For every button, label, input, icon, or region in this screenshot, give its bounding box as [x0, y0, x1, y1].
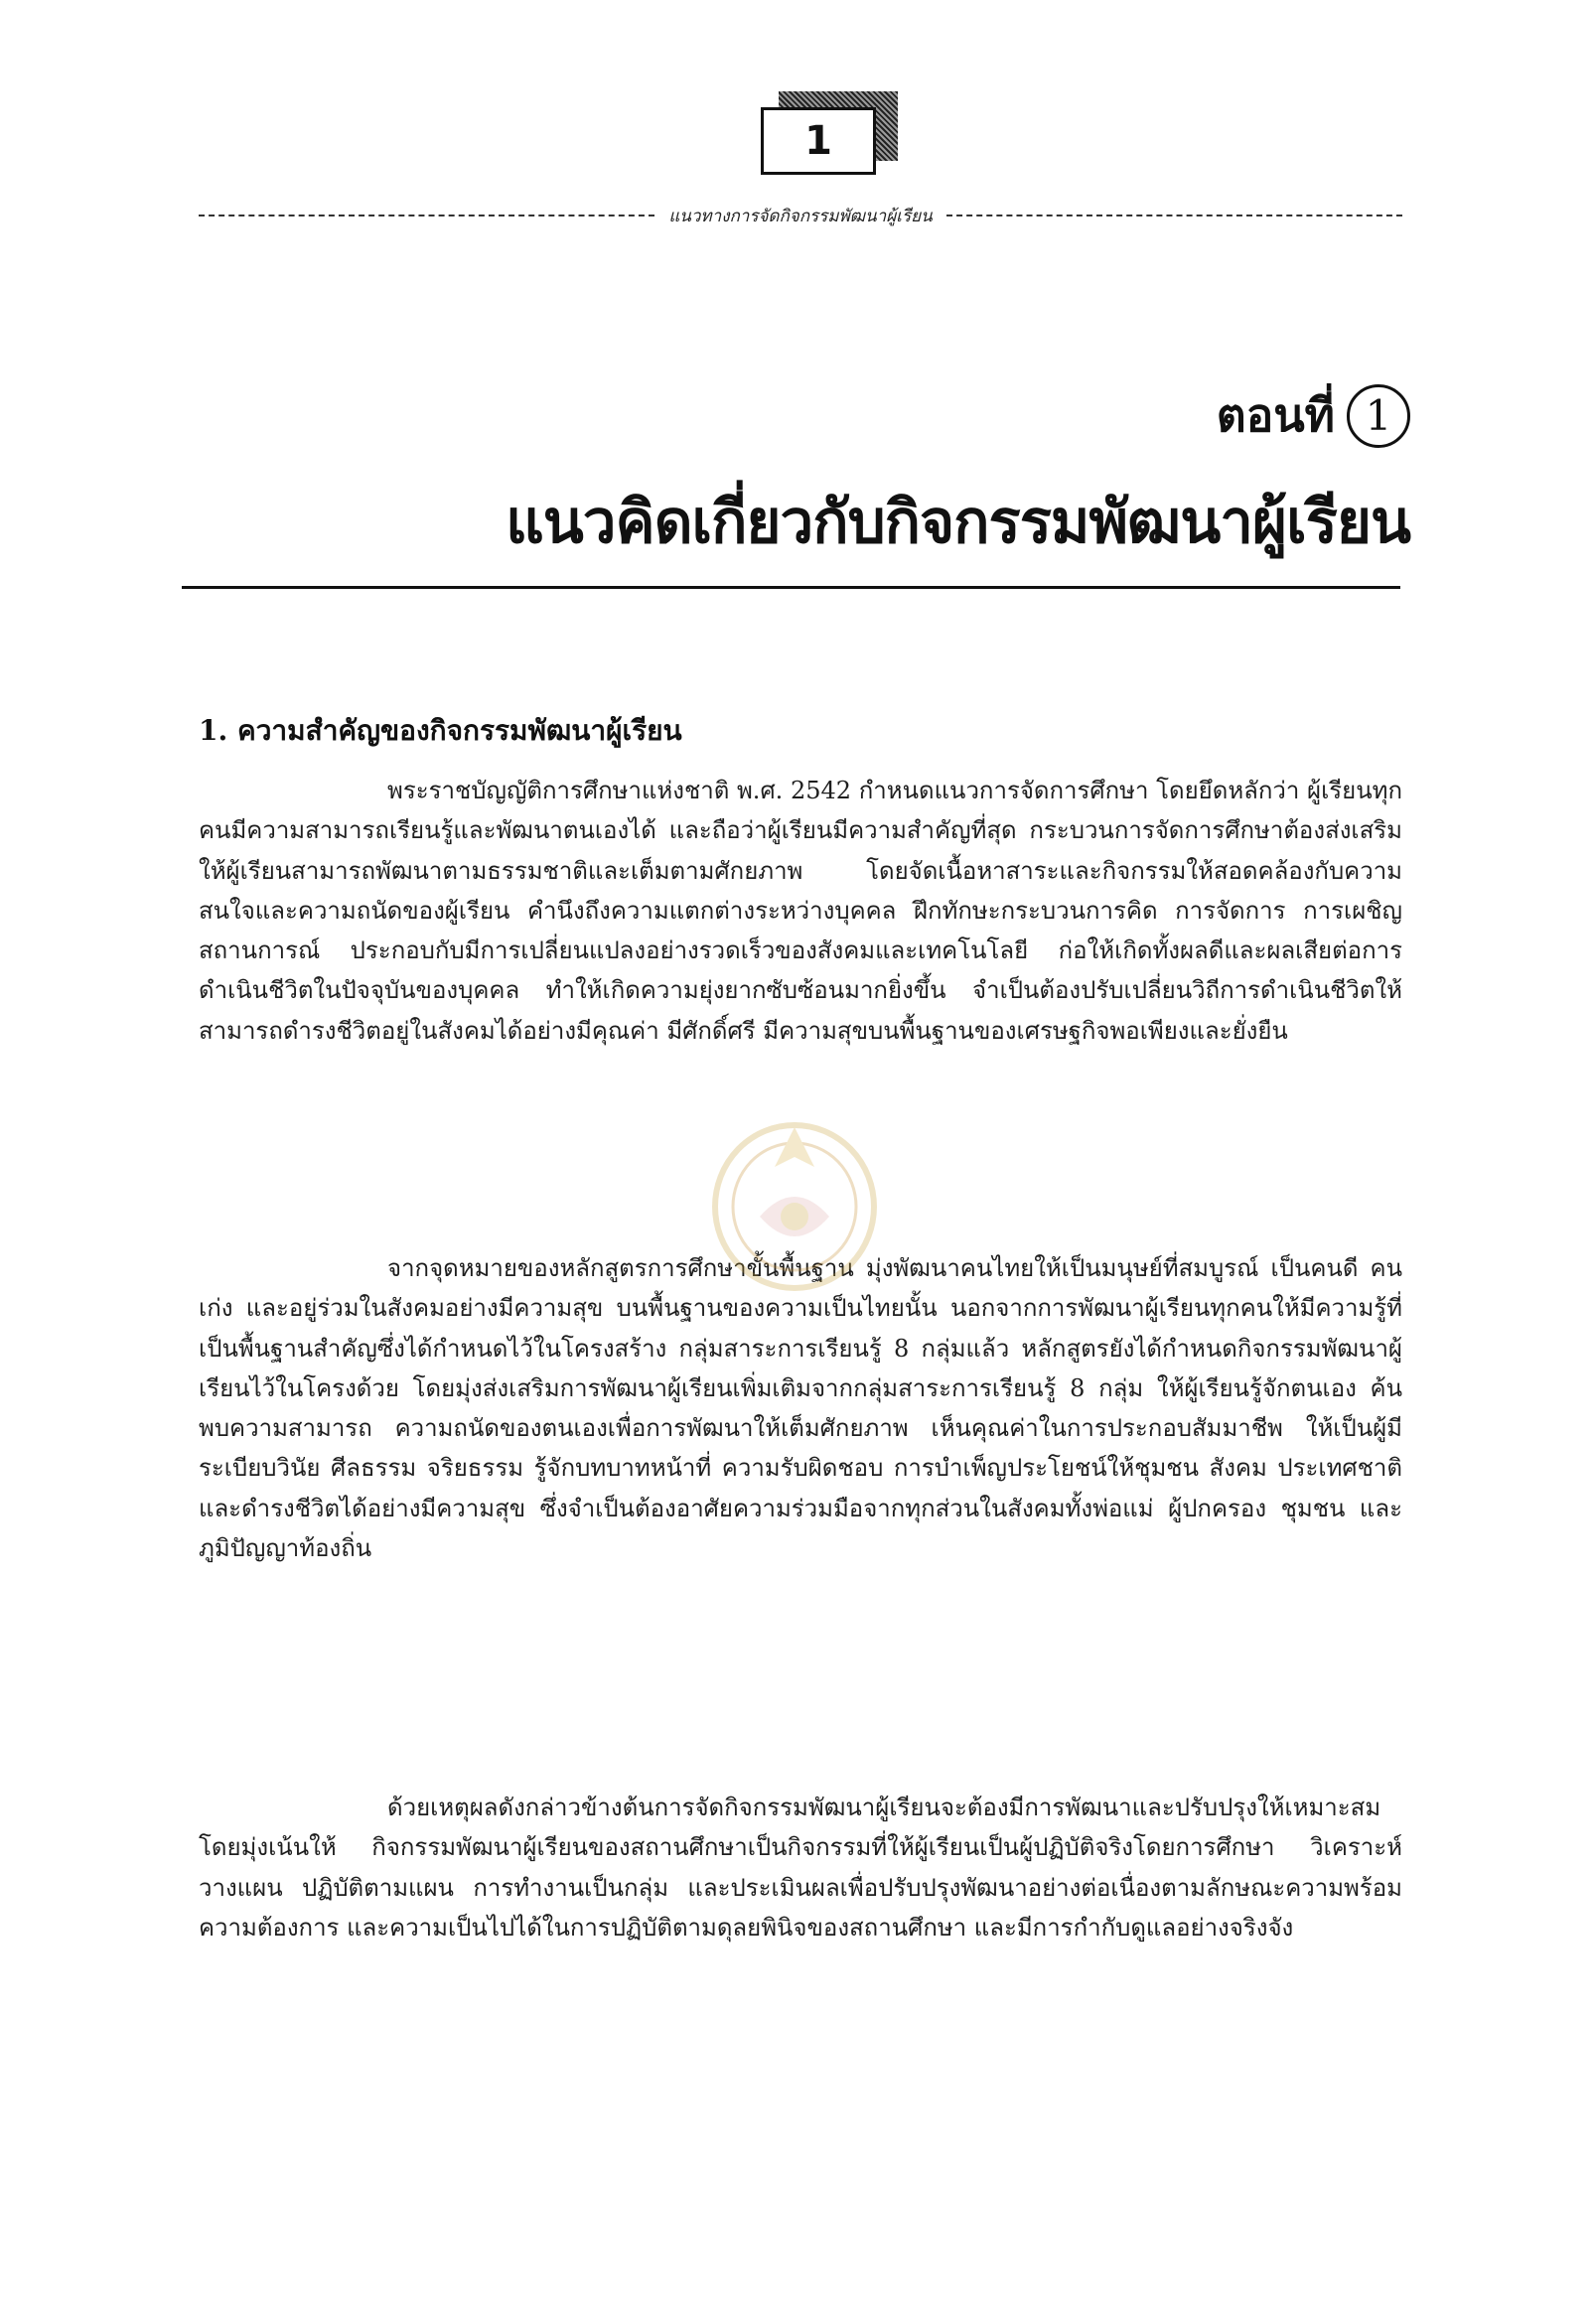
part-title: แนวคิดเกี่ยวกับกิจกรรมพัฒนาผู้เรียน: [506, 488, 1410, 557]
page-number: 1: [761, 107, 876, 175]
part-number-circle: 1: [1347, 384, 1410, 448]
section-heading: 1. ความสำคัญของกิจกรรมพัฒนาผู้เรียน: [199, 714, 682, 747]
paragraph: [199, 1248, 1402, 1568]
paragraph-text: พระราชบัญญัติการศึกษาแห่งชาติ พ.ศ. 2542 กำหนดแนวการจัดการศึกษา โดยยึดหลักว่า ผู้เรียนทุกคนมีความสามารถเรียนรู้และพัฒนาตนเองได้ และถือว่าผู้เรียนมีความสำคัญที่สุด กระบวนการจัดการศึกษาต้องส่งเสริมให้ผู้เรียนสามารถพัฒนาตามธรรมชาติและเต็มตามศักยภาพ โดยจัดเนื้อหาสาระและกิจกรรมให้สอดคล้องกับความสนใจและความถนัดของผู้เรียน คำนึงถึงความแตกต่างระหว่างบุคคล ฝึกทักษะกระบวนการคิด การจัดการ การเผชิญสถานการณ์ ประกอบกับมีการเปลี่ยนแปลงอย่างรวดเร็วของสังคมและเทคโนโลยี ก่อให้เกิดทั้งผลดีและผลเสียต่อการดำเนินชีวิตในปัจจุบันของบุคคล ทำให้เกิดความยุ่งยากซับซ้อนมากยิ่งขึ้น จำเป็นต้องปรับเปลี่ยนวิถีการดำเนินชีวิตให้สามารถดำรงชีวิตอยู่ในสังคมได้อย่างมีคุณค่า มีศักดิ์ศรี มีความสุขบนพื้นฐานของเศรษฐกิจพอเพียงและยั่งยืน: [199, 777, 1402, 1045]
running-header-text: แนวทางการจัดกิจกรรมพัฒนาผู้เรียน: [668, 206, 933, 226]
running-header: [199, 201, 1402, 230]
paragraph-text: ด้วยเหตุผลดังกล่าวข้างต้นการจัดกิจกรรมพัฒนาผู้เรียนจะต้องมีการพัฒนาและปรับปรุงให้เหมาะสมโดยมุ่งเน้นให้ กิจกรรมพัฒนาผู้เรียนของสถานศึกษาเป็นกิจกรรมที่ให้ผู้เรียนเป็นผู้ปฏิบัติจริงโดยการศึกษา วิเคราะห์ วางแผน ปฏิบัติตามแผน การทำงานเป็นกลุ่ม และประเมินผลเพื่อปรับปรุงพัฒนาอย่างต่อเนื่องตามลักษณะความพร้อม ความต้องการ และความเป็นไปได้ในการปฏิบัติตามดุลยพินิจของสถานศึกษา และมีการกำกับดูแลอย่างจริงจัง: [199, 1794, 1402, 1942]
paragraph: [199, 771, 1402, 1051]
title-rule: [182, 586, 1400, 589]
header-rule-right: [946, 215, 1402, 216]
paragraph-text: จากจุดหมายของหลักสูตรการศึกษาขั้นพื้นฐาน มุ่งพัฒนาคนไทยให้เป็นมนุษย์ที่สมบูรณ์ เป็นคนดี คนเก่ง และอยู่ร่วมในสังคมอย่างมีความสุข บนพื้นฐานของความเป็นไทยนั้น นอกจากการพัฒนาผู้เรียนทุกคนให้มีความรู้ที่เป็นพื้นฐานสำคัญซึ่งได้กำหนดไว้ในโครงสร้าง กลุ่มสาระการเรียนรู้ 8 กลุ่มแล้ว หลักสูตรยังได้กำหนดกิจกรรมพัฒนาผู้เรียนไว้ในโครงด้วย โดยมุ่งส่งเสริมการพัฒนาผู้เรียนเพิ่มเติมจากกลุ่มสาระการเรียนรู้ 8 กลุ่ม ให้ผู้เรียนรู้จักตนเอง ค้นพบความสามารถ ความถนัดของตนเองเพื่อการพัฒนาให้เต็มศักยภาพ เห็นคุณค่าในการประกอบสัมมาชีพ ให้เป็นผู้มีระเบียบวินัย ศีลธรรม จริยธรรม รู้จักบทบาทหน้าที่ ความรับผิดชอบ การบำเพ็ญประโยชน์ให้ชุมชน สังคม ประเทศชาติและดำรงชีวิตได้อย่างมีความสุข ซึ่งจำเป็นต้องอาศัยความร่วมมือจากทุกส่วนในสังคมทั้งพ่อแม่ ผู้ปกครอง ชุมชน และภูมิปัญญาท้องถิ่น: [199, 1254, 1402, 1563]
part-label: [1217, 379, 1410, 452]
paragraph: [199, 1788, 1402, 1947]
header-rule-left: [199, 215, 654, 216]
part-label-text: ตอนที่: [1216, 388, 1335, 442]
